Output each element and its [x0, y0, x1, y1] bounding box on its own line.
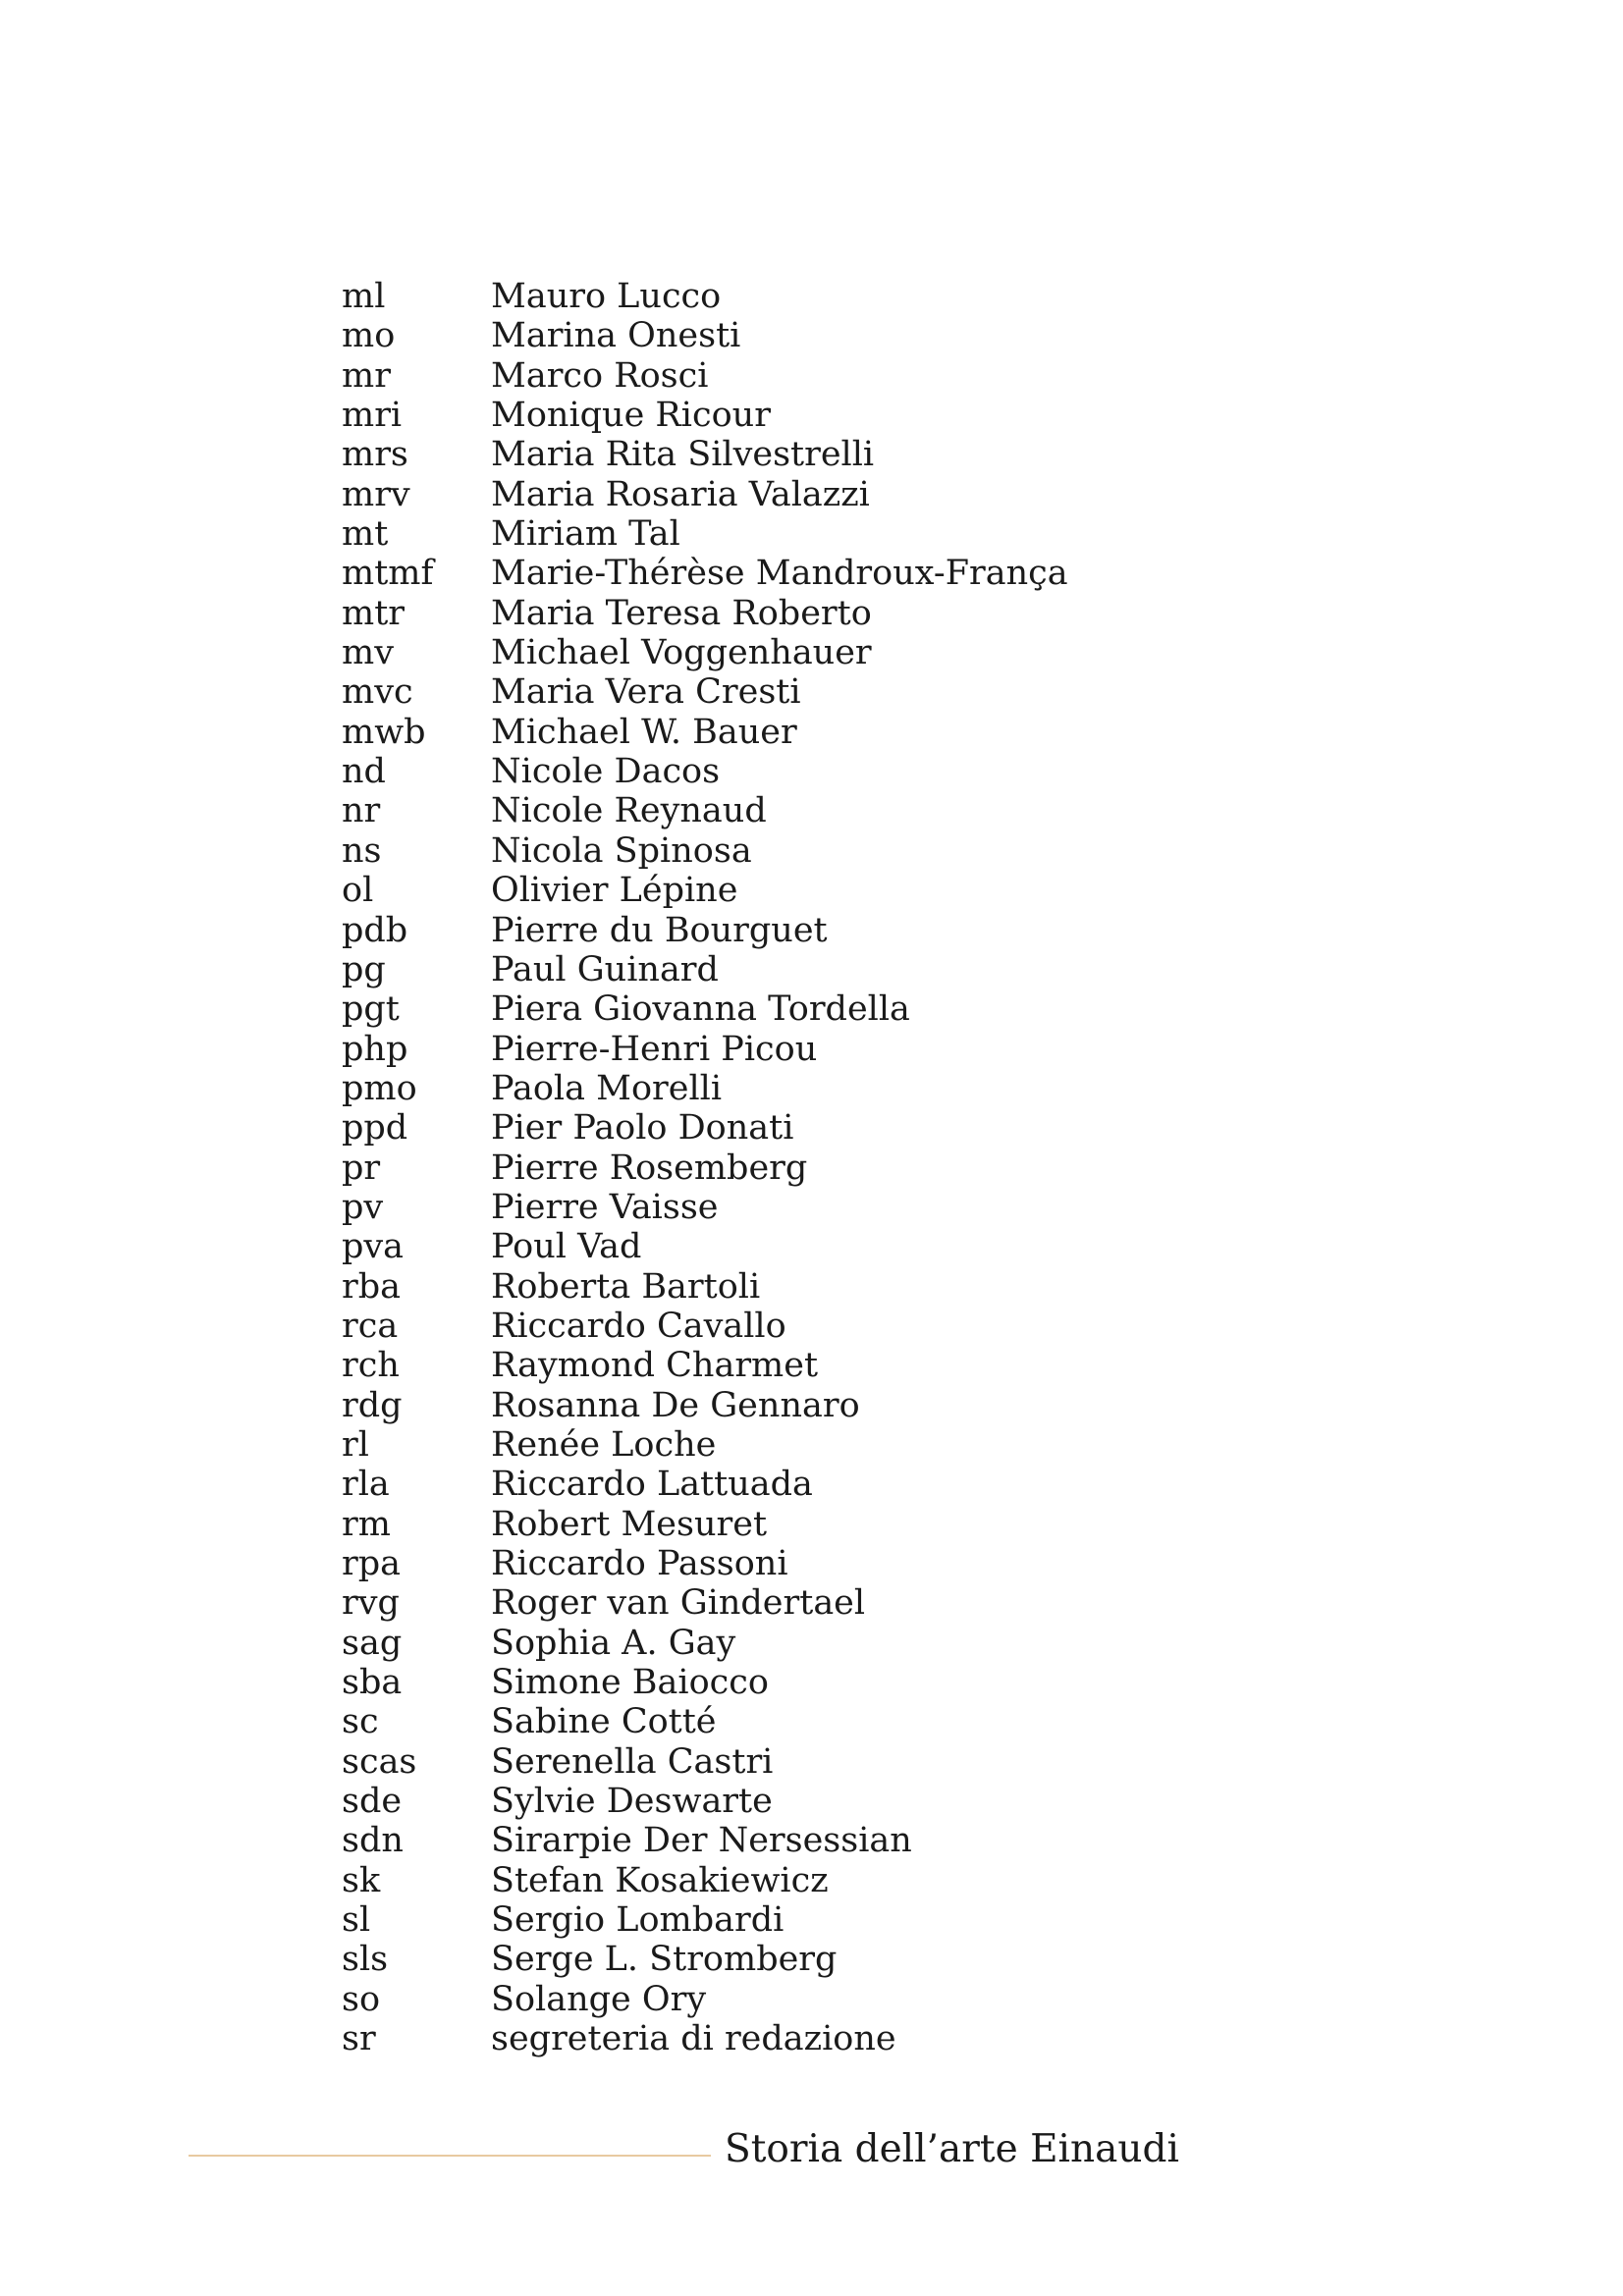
- list-item: [342, 672, 1324, 712]
- author-name: Robert Mesuret: [491, 1504, 768, 1544]
- author-name: Paul Guinard: [491, 949, 719, 989]
- list-item: [342, 1782, 1324, 1821]
- list-item: [342, 1624, 1324, 1663]
- list-item: [342, 475, 1324, 514]
- author-name: Riccardo Cavallo: [491, 1306, 786, 1346]
- author-abbreviation: mri: [342, 396, 403, 436]
- author-name: Serenella Castri: [491, 1741, 774, 1782]
- list-item: [342, 1940, 1324, 1979]
- author-abbreviation: ppd: [342, 1108, 408, 1148]
- author-abbreviation: sk: [342, 1860, 381, 1900]
- author-name: Roberta Bartoli: [491, 1266, 761, 1307]
- list-item: [342, 1505, 1324, 1544]
- author-name: Nicole Reynaud: [491, 791, 767, 831]
- author-abbreviation: pv: [342, 1187, 384, 1227]
- author-abbreviation: mt: [342, 514, 389, 555]
- author-abbreviation: mrs: [342, 435, 408, 475]
- list-item: [342, 1821, 1324, 1860]
- author-name: Sergio Lombardi: [491, 1900, 784, 1941]
- list-item: [342, 396, 1324, 435]
- author-name: Poul Vad: [491, 1227, 642, 1267]
- list-item: [342, 911, 1324, 950]
- author-name: Riccardo Lattuada: [491, 1465, 813, 1505]
- list-item: [342, 514, 1324, 554]
- author-name: Renée Loche: [491, 1424, 717, 1465]
- author-name: Simone Baiocco: [491, 1663, 769, 1703]
- author-abbreviation: rch: [342, 1346, 400, 1386]
- author-name: Monique Ricour: [491, 396, 771, 436]
- list-item: [342, 1465, 1324, 1504]
- list-item: [342, 1108, 1324, 1148]
- author-name: Pierre Rosemberg: [491, 1148, 808, 1188]
- list-item: [342, 356, 1324, 396]
- author-abbreviation: pmo: [342, 1068, 417, 1108]
- author-abbreviation: rla: [342, 1465, 390, 1505]
- list-item: [342, 554, 1324, 593]
- author-abbreviation: pdb: [342, 910, 408, 950]
- author-name: Maria Rita Silvestrelli: [491, 435, 875, 475]
- author-abbreviation: pr: [342, 1148, 381, 1188]
- author-abbreviation: rdg: [342, 1385, 403, 1425]
- author-name: Marco Rosci: [491, 355, 709, 396]
- author-abbreviation: mtmf: [342, 554, 434, 594]
- list-item: [342, 1544, 1324, 1583]
- author-name: Sylvie Deswarte: [491, 1782, 773, 1822]
- author-name: Michael Voggenhauer: [491, 633, 872, 673]
- author-abbreviation: mvc: [342, 672, 413, 713]
- list-item: [342, 1583, 1324, 1623]
- author-abbreviation: mrv: [342, 474, 410, 514]
- author-abbreviation: pgt: [342, 989, 400, 1030]
- author-name: Pierre-Henri Picou: [491, 1029, 818, 1069]
- author-abbreviation: sag: [342, 1623, 403, 1663]
- list-item: [342, 1188, 1324, 1227]
- list-item: [342, 871, 1324, 910]
- author-abbreviation: ol: [342, 871, 374, 911]
- author-name: Serge L. Stromberg: [491, 1940, 838, 1980]
- list-item: [342, 1980, 1324, 2019]
- author-abbreviation: rvg: [342, 1583, 400, 1624]
- list-item: [342, 1069, 1324, 1108]
- list-item: [342, 1861, 1324, 1900]
- list-item: [342, 1900, 1324, 1940]
- list-item: [342, 1030, 1324, 1069]
- list-item: [342, 316, 1324, 355]
- list-item: [342, 1148, 1324, 1188]
- footer-title: Storia dell’arte Einaudi: [725, 2127, 1179, 2171]
- author-name: Mauro Lucco: [491, 277, 722, 316]
- author-name: Maria Teresa Roberto: [491, 593, 872, 633]
- author-abbreviation: ns: [342, 830, 382, 871]
- author-abbreviation: rl: [342, 1424, 369, 1465]
- author-abbreviation: rba: [342, 1266, 402, 1307]
- list-item: [342, 594, 1324, 633]
- list-item: [342, 1702, 1324, 1741]
- list-item: [342, 989, 1324, 1029]
- list-item: [342, 950, 1324, 989]
- list-item: [342, 633, 1324, 672]
- author-name: Solange Ory: [491, 1979, 707, 2019]
- author-abbreviation: nr: [342, 791, 381, 831]
- author-name: Pierre Vaisse: [491, 1187, 719, 1227]
- author-abbreviation: so: [342, 1979, 381, 2019]
- author-name: Marie-Thérèse Mandroux-França: [491, 554, 1068, 594]
- list-item: [342, 435, 1324, 474]
- author-abbreviation: ml: [342, 277, 386, 316]
- author-abbreviation: sdn: [342, 1821, 404, 1861]
- author-name: Marina Onesti: [491, 316, 741, 356]
- author-abbreviation: mwb: [342, 712, 426, 752]
- list-item: [342, 791, 1324, 830]
- author-name: Rosanna De Gennaro: [491, 1385, 860, 1425]
- author-abbreviation: pva: [342, 1227, 405, 1267]
- author-abbreviation: sde: [342, 1782, 403, 1822]
- list-item: [342, 1346, 1324, 1385]
- footer-rule: [189, 2155, 711, 2157]
- author-name: Maria Rosaria Valazzi: [491, 474, 870, 514]
- author-name: Paola Morelli: [491, 1068, 723, 1108]
- author-name: Maria Vera Cresti: [491, 672, 801, 713]
- abbreviation-list: [342, 277, 1324, 2058]
- list-item: [342, 831, 1324, 871]
- author-abbreviation: mr: [342, 355, 391, 396]
- author-name: Nicole Dacos: [491, 752, 721, 792]
- author-abbreviation: mv: [342, 633, 394, 673]
- author-abbreviation: rpa: [342, 1544, 402, 1583]
- author-name: Raymond Charmet: [491, 1346, 819, 1386]
- author-name: Stefan Kosakiewicz: [491, 1860, 829, 1900]
- author-abbreviation: rca: [342, 1306, 399, 1346]
- author-abbreviation: sba: [342, 1663, 403, 1703]
- author-abbreviation: sr: [342, 2019, 376, 2059]
- list-item: [342, 1425, 1324, 1465]
- author-name: Michael W. Bauer: [491, 712, 797, 752]
- author-name: Pier Paolo Donati: [491, 1108, 794, 1148]
- author-abbreviation: nd: [342, 752, 386, 792]
- author-name: Sophia A. Gay: [491, 1623, 736, 1663]
- list-item: [342, 1307, 1324, 1346]
- author-name: Olivier Lépine: [491, 871, 738, 911]
- author-abbreviation: sc: [342, 1702, 379, 1742]
- author-name: Piera Giovanna Tordella: [491, 989, 910, 1030]
- author-name: Sabine Cotté: [491, 1702, 717, 1742]
- author-name: Miriam Tal: [491, 514, 680, 555]
- author-name: Roger van Gindertael: [491, 1583, 866, 1624]
- author-name: segreteria di redazione: [491, 2019, 896, 2059]
- author-abbreviation: mo: [342, 316, 396, 356]
- author-abbreviation: sl: [342, 1900, 371, 1941]
- list-item: [342, 1386, 1324, 1425]
- author-name: Nicola Spinosa: [491, 830, 752, 871]
- author-abbreviation: rm: [342, 1504, 391, 1544]
- list-item: [342, 277, 1324, 316]
- author-abbreviation: php: [342, 1029, 408, 1069]
- list-item: [342, 1663, 1324, 1702]
- list-item: [342, 713, 1324, 752]
- list-item: [342, 1742, 1324, 1782]
- author-abbreviation: scas: [342, 1741, 417, 1782]
- author-name: Riccardo Passoni: [491, 1544, 788, 1583]
- author-abbreviation: mtr: [342, 593, 405, 633]
- author-abbreviation: pg: [342, 949, 386, 989]
- list-item: [342, 1267, 1324, 1307]
- list-item: [342, 2019, 1324, 2058]
- list-item: [342, 752, 1324, 791]
- list-item: [342, 1227, 1324, 1266]
- author-abbreviation: sls: [342, 1940, 389, 1980]
- author-name: Sirarpie Der Nersessian: [491, 1821, 912, 1861]
- author-name: Pierre du Bourguet: [491, 910, 828, 950]
